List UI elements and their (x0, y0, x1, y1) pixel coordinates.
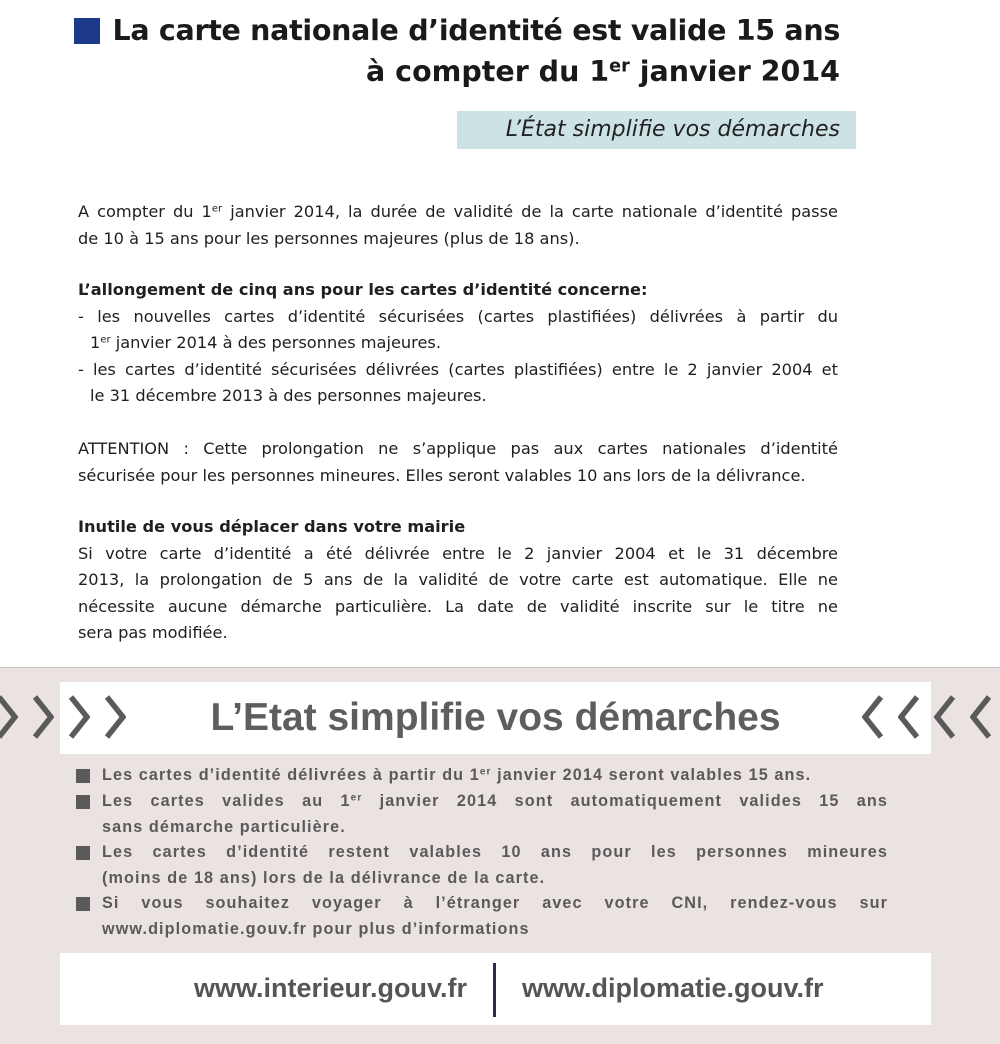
chevron-right-icon (104, 694, 126, 740)
list-item: Si vous souhaitez voyager à l’étranger avec votre CNI, rendez-vous sur www.diplomatie.gouv.fr pour plus d’informations (102, 894, 888, 938)
chevron-left-icon (898, 694, 920, 740)
extension-section: L’allongement de cinq ans pour les cartes d’identité concerne: - les nouvelles cartes d’identité sécurisées (cartes plastifiées) délivrées à partir du 1er janvier 2014 à des personnes majeures. - les cartes d’identité sécurisées délivrées (cartes plastifiées) entre le 2 janvier 2004 et le 31 décembre 2013 à des personnes majeures. (78, 277, 838, 410)
chevron-left-icon (970, 694, 992, 740)
footer-divider (493, 963, 496, 1017)
subtitle-box (457, 111, 856, 149)
mairie-section: Inutile de vous déplacer dans votre mairie Si votre carte d’identité a été délivrée entre le 2 janvier 2004 et le 31 décembre 2013, la prolongation de 5 ans de la validité de votre carte est automatique. Elle ne nécessite aucune démarche particulière. La date de validité inscrite sur le titre ne sera pas modifiée. (78, 514, 838, 647)
page-title (112, 10, 840, 92)
bullet-square-icon (76, 846, 90, 860)
section-heading: Inutile de vous déplacer dans votre mairie (78, 517, 466, 536)
title-square-marker (74, 18, 100, 44)
chevron-right-icon (0, 694, 18, 740)
subtitle: L’État simplifie vos démarches (505, 117, 840, 142)
chevron-right-icon (32, 694, 54, 740)
section-heading: L’allongement de cinq ans pour les cartes d’identité concerne: (78, 280, 648, 299)
interieur-link[interactable]: www.interieur.gouv.fr (193, 973, 467, 1003)
bullet-square-icon (76, 769, 90, 783)
list-item: Les cartes valides au 1er janvier 2014 sont automatiquement valides 15 ans sans démarche particulière. (102, 792, 889, 836)
intro-paragraph: A compter du 1er janvier 2014, la durée de validité de la carte nationale d’identité passe de 10 à 15 ans pour les personnes majeures (plus de 18 ans). (78, 202, 838, 248)
chevron-left-icon (934, 694, 956, 740)
list-item: - les cartes d’identité sécurisées délivrées (cartes plastifiées) entre le 2 janvier 2004 et (78, 359, 838, 379)
title-line-2: à compter du 1er janvier 2014 (366, 55, 840, 88)
diplomatie-link[interactable]: www.diplomatie.gouv.fr (522, 973, 824, 1003)
banner-title: L’Etat simplifie vos démarches (210, 696, 781, 739)
attention-paragraph: ATTENTION : Cette prolongation ne s’applique pas aux cartes nationales d’identité sécurisée pour les personnes mineures. Elles seront valables 10 ans lors de la délivrance. (78, 439, 838, 485)
list-item: Les cartes d’identité délivrées à partir du 1er janvier 2014 seront valables 15 ans. (102, 766, 812, 784)
title-line-1: La carte nationale d’identité est valide 15 ans (112, 14, 840, 47)
bullet-square-icon (76, 897, 90, 911)
bullet-square-icon (76, 795, 90, 809)
list-item: Les cartes d’identité restent valables 10 ans pour les personnes mineures (moins de 18 ans) lors de la délivrance de la carte. (102, 843, 888, 887)
chevron-left-icon (862, 694, 884, 740)
chevron-right-icon (68, 694, 90, 740)
list-item: - les nouvelles cartes d’identité sécurisées (cartes plastifiées) délivrées à partir du (78, 306, 838, 326)
